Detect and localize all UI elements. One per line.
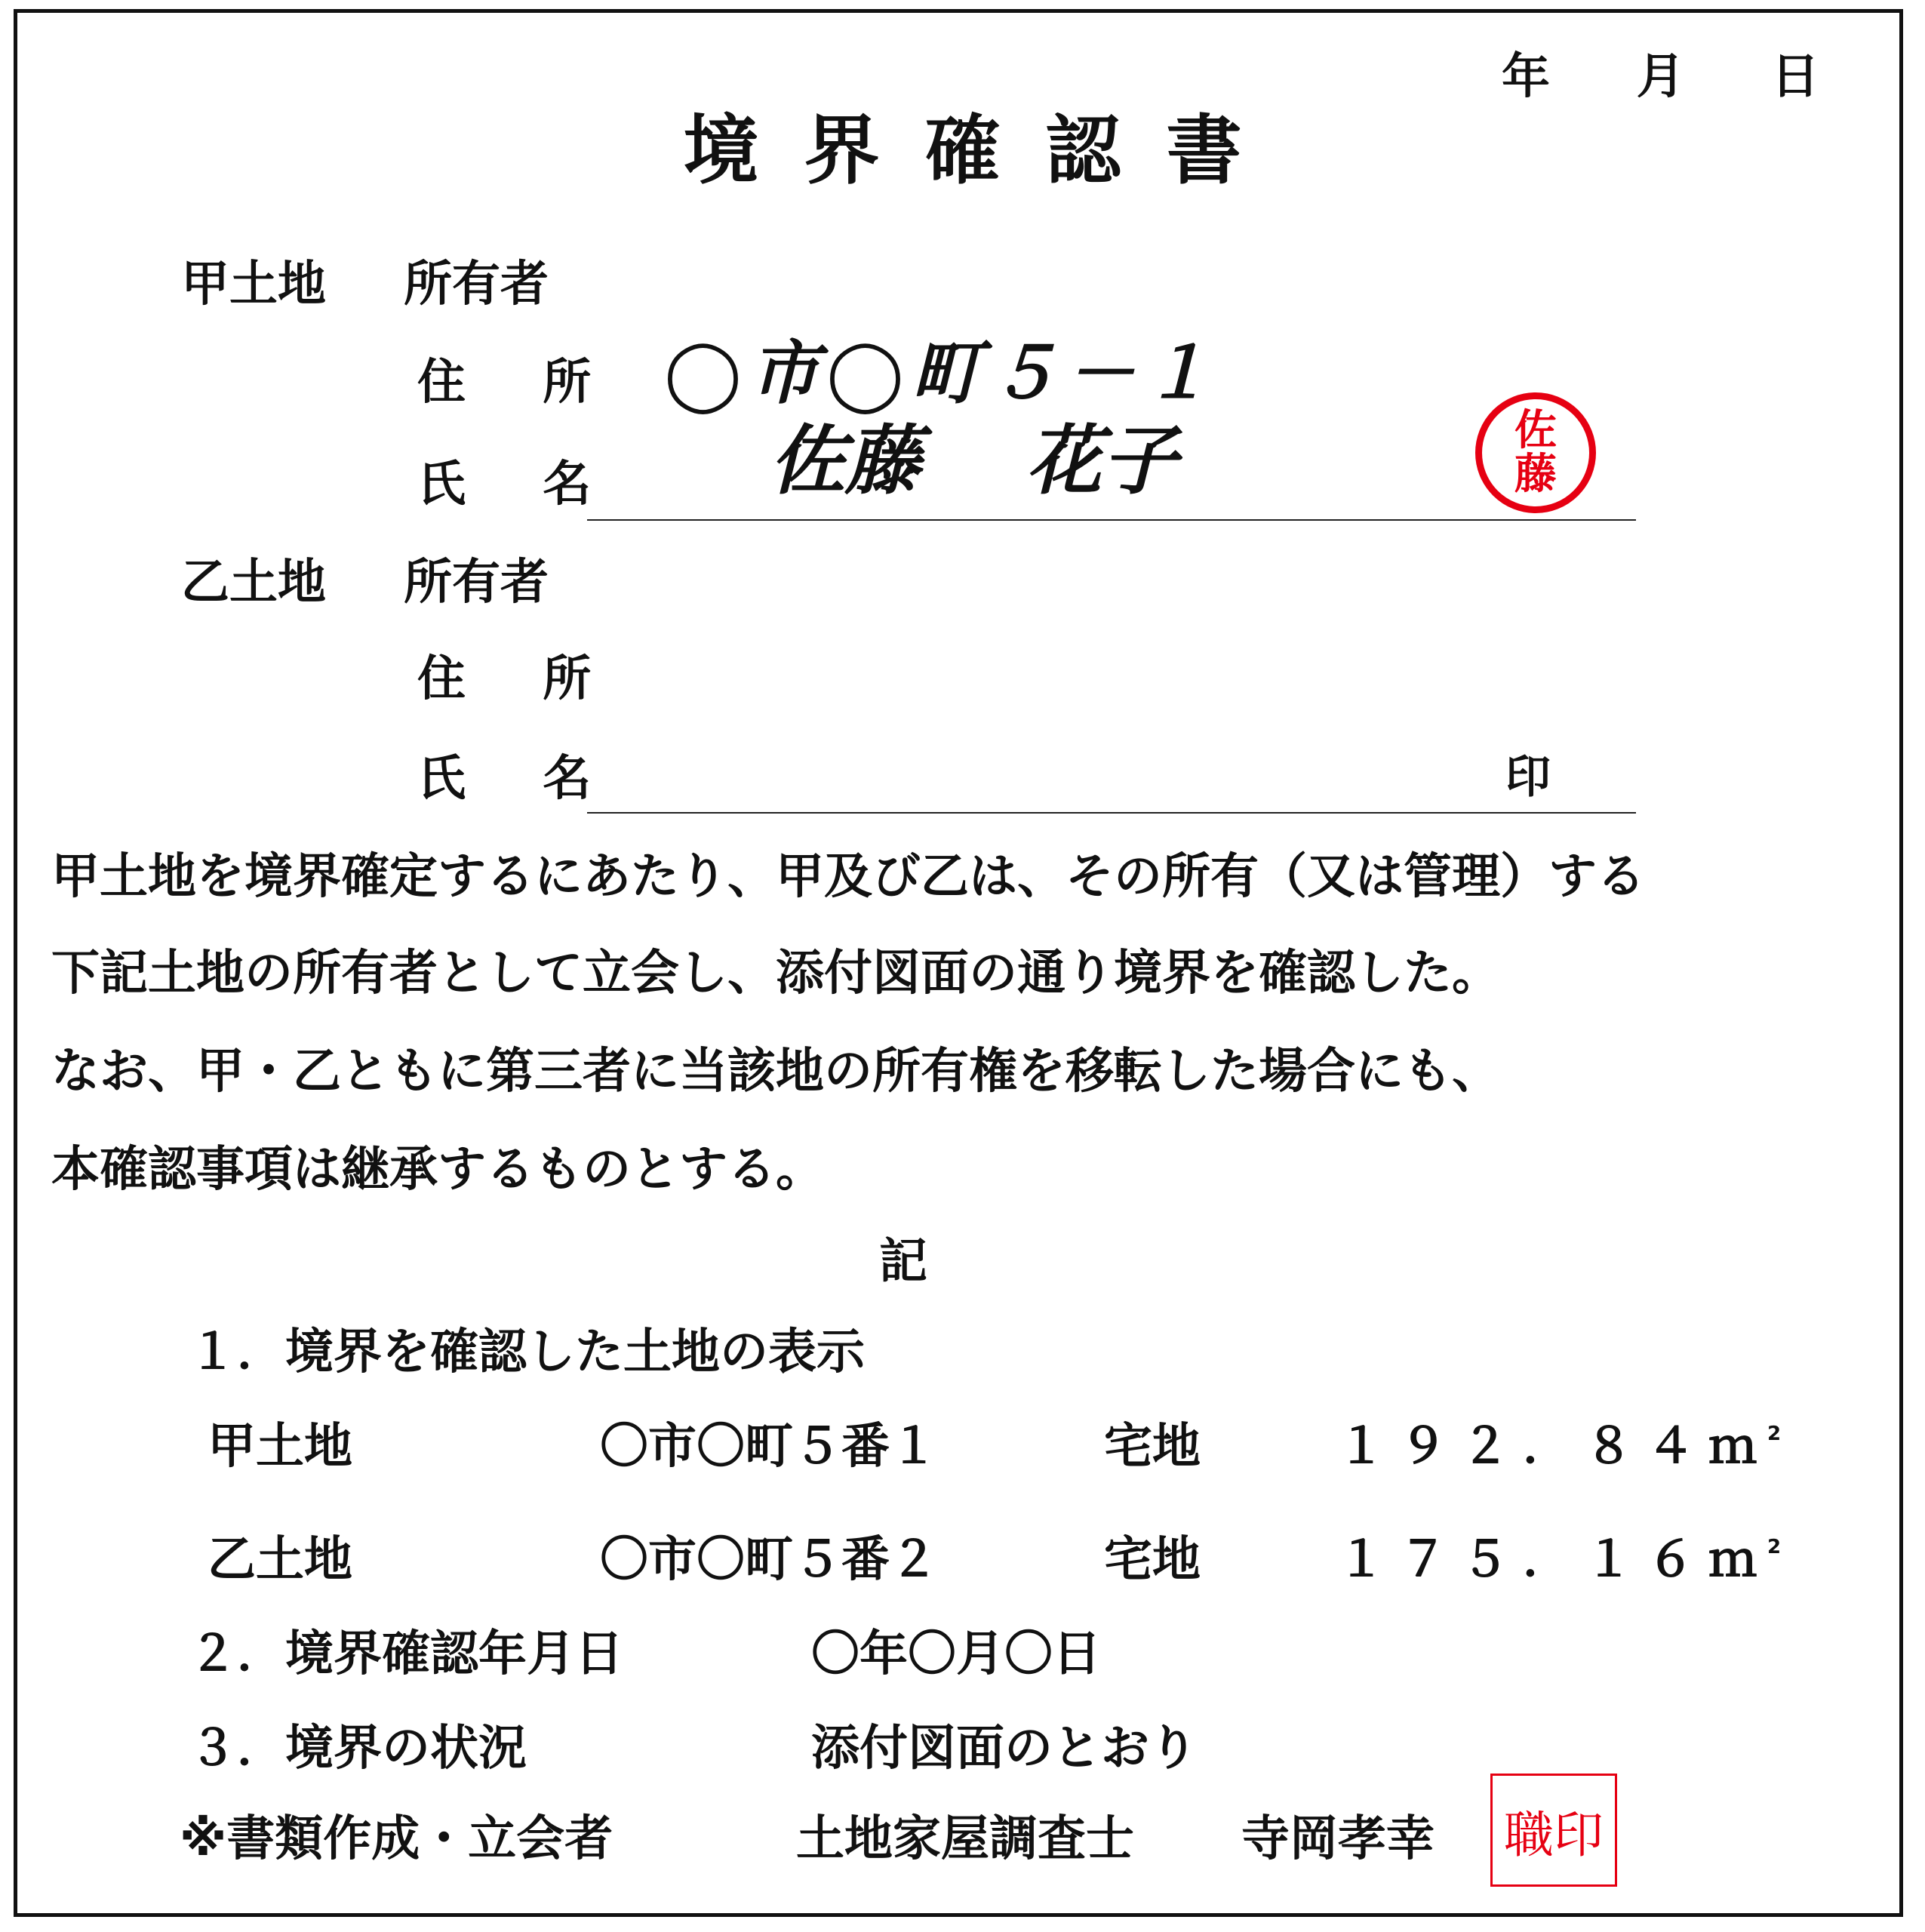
- body-line-1: 甲土地を境界確定するにあたり、甲及び乙は、その所有（又は管理）する: [51, 849, 1645, 905]
- party-a-given-name: 花子: [1026, 416, 1177, 505]
- date-line: [1502, 49, 1820, 105]
- land-a-category: 宅地: [1104, 1419, 1201, 1475]
- preparer-profession: 土地家屋調査士: [796, 1811, 1134, 1867]
- land-b-area-unit-exponent: 2: [1767, 1536, 1795, 1558]
- body-line-3: なお、甲・乙ともに第三者に当該地の所有権を移転した場合にも、: [51, 1044, 1500, 1100]
- party-a-name-underline: [587, 519, 1636, 521]
- party-b-name-underline: [587, 812, 1636, 814]
- land-b-area-value: １７５．１６ｍ: [1337, 1532, 1770, 1588]
- land-a-area-value: １９２．８４ｍ: [1337, 1419, 1770, 1475]
- body-line-2: 下記土地の所有者として立会し、添付図面の通り境界を確認した。: [51, 946, 1500, 1001]
- land-a-label: 甲土地: [208, 1419, 352, 1475]
- party-a-name-value: [770, 416, 1177, 505]
- body-line-4: 本確認事項は継承するものとする。: [51, 1142, 824, 1198]
- land-a-location: 〇市〇町５番１: [600, 1419, 938, 1475]
- party-a-address-value: ◯市◯町５－１: [664, 332, 1219, 414]
- party-a-land-label: 甲土地: [181, 257, 326, 312]
- land-a-area-unit-exponent: 2: [1767, 1423, 1795, 1445]
- date-month-label: 月: [1636, 49, 1685, 105]
- item-2-title: ２．境界確認年月日: [189, 1626, 623, 1682]
- party-a-owner-label: 所有者: [404, 257, 549, 312]
- official-seal: 職印: [1490, 1774, 1617, 1887]
- ki-heading: 記: [879, 1234, 927, 1290]
- party-a-address-label: 住 所: [417, 355, 622, 411]
- land-b-category: 宅地: [1104, 1532, 1201, 1588]
- party-a-family-name: 佐藤: [770, 416, 921, 505]
- date-year-label: 年: [1502, 49, 1550, 105]
- item-1-title: １．境界を確認した土地の表示: [189, 1324, 865, 1380]
- item-3-title: ３．境界の状況: [189, 1721, 527, 1777]
- item-3-value: 添付図面のとおり: [811, 1721, 1198, 1777]
- land-b-label: 乙土地: [208, 1532, 352, 1588]
- party-b-owner-label: 所有者: [404, 555, 549, 611]
- land-a-area: [1337, 1419, 1795, 1475]
- sato-hanko-stamp: [1475, 392, 1596, 513]
- party-b-land-label: 乙土地: [181, 555, 326, 611]
- land-b-location: 〇市〇町５番２: [600, 1532, 938, 1588]
- stamp-char-top: 佐: [1514, 406, 1557, 455]
- party-b-seal-placeholder: 印: [1505, 751, 1551, 804]
- date-day-label: 日: [1771, 49, 1820, 105]
- party-b-name-label: 氏 名: [417, 751, 622, 807]
- preparer-name: 寺岡孝幸: [1241, 1811, 1435, 1867]
- document-title: 境界確認書: [683, 106, 1287, 195]
- party-b-address-label: 住 所: [417, 651, 622, 707]
- party-a-name-label: 氏 名: [417, 457, 622, 512]
- stamp-char-bottom: 藤: [1514, 450, 1557, 499]
- preparer-label: ※書類作成・立会者: [180, 1811, 613, 1867]
- land-b-area: [1337, 1532, 1795, 1588]
- item-2-value: 〇年〇月〇日: [811, 1626, 1101, 1682]
